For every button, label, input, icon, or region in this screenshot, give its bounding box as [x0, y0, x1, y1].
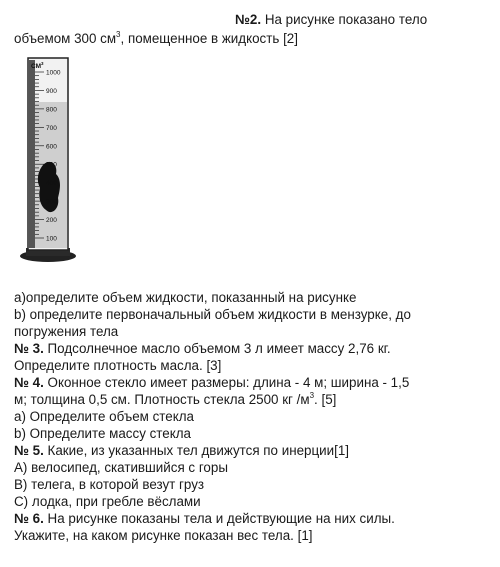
task5-option-b: B) телега, в которой везут груз	[14, 477, 205, 492]
task6-line1	[14, 511, 395, 527]
task3-line1	[14, 341, 391, 357]
task4-points: . [5]	[314, 392, 337, 407]
unit-label: $СМ^3$	[31, 61, 44, 70]
task4-number: № 4.	[14, 375, 44, 390]
task3-text: Подсолнечное масло объемом 3 л имеет массу 2,76 кг.	[43, 341, 391, 356]
task4-text: Оконное стекло имеет размеры: длина - 4 м; ширина - 1,5	[43, 375, 410, 390]
task5-line1	[14, 443, 349, 459]
task4-question-a: a) Определите объем стекла	[14, 409, 194, 424]
cubic-sup-2: 3	[309, 391, 315, 400]
task6-line2: Укажите, на каком рисунке показан вес тела. [1]	[14, 528, 313, 543]
scale-label: 200	[46, 217, 57, 225]
scale-label: 800	[46, 106, 57, 114]
scale-label: 600	[46, 143, 57, 151]
task2-number: №2.	[235, 12, 262, 27]
task4-density-text: м; толщина 0,5 см. Плотность стекла 2500 кг /м	[14, 392, 310, 407]
scale-label: 900	[46, 87, 57, 95]
task2-title	[235, 12, 427, 28]
task2-title-line2	[14, 31, 298, 47]
task5-option-c: C) лодка, при гребле вёслами	[14, 494, 201, 509]
task4-line2	[14, 392, 336, 408]
scale-label: 500	[46, 161, 57, 169]
task3-number: № 3.	[14, 341, 44, 356]
task2-volume-text: объемом 300 см	[14, 31, 117, 46]
task2-question-b: b) определите первоначальный объем жидкости в мензурке, до	[14, 307, 411, 322]
task4-question-b: b) Определите массу стекла	[14, 426, 192, 441]
scale-label: 400	[46, 180, 57, 188]
task5-number: № 5.	[14, 443, 44, 458]
task2-volume-text-rest: , помещенное в жидкость [2]	[120, 31, 298, 46]
task2-title-text: На рисунке показано тело	[261, 12, 428, 27]
scale-label: 100	[46, 235, 57, 243]
task6-text: На рисунке показаны тела и действующие на них силы.	[43, 511, 395, 526]
cubic-sup: 3	[116, 30, 121, 39]
task3-line2: Определите плотность масла. [3]	[14, 358, 222, 373]
scale-label: 300	[46, 198, 57, 206]
task2-question-a: а)определите объем жидкости, показанный на рисунке	[14, 290, 357, 305]
scale-label: 700	[46, 124, 57, 132]
task4-line1	[14, 375, 409, 391]
measuring-cylinder-figure	[10, 50, 100, 265]
task2-question-b-cont: погружения тела	[14, 324, 119, 339]
task6-number: № 6.	[14, 511, 44, 526]
scale-label: 1000	[46, 69, 61, 77]
task5-option-a: A) велосипед, скатившийся с горы	[14, 460, 228, 475]
task5-text: Какие, из указанных тел движутся по инерции[1]	[43, 443, 350, 458]
